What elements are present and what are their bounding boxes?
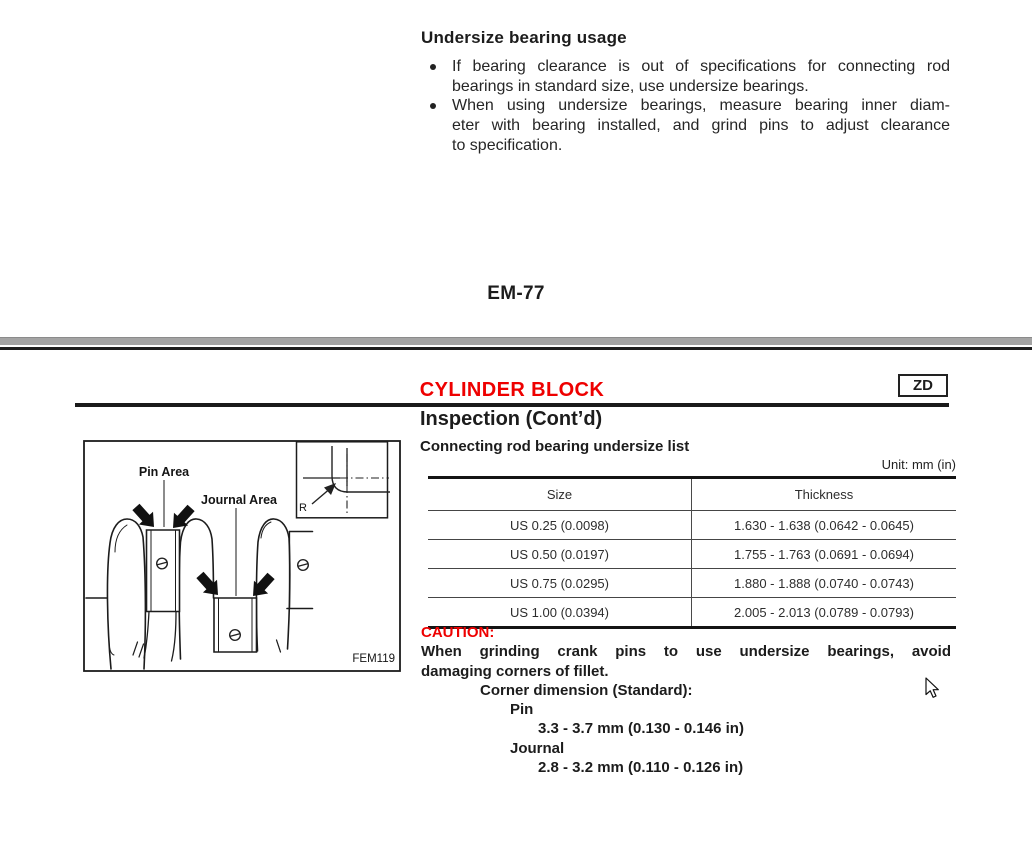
table-row: US 0.75 (0.0295) 1.880 - 1.888 (0.0740 - 0.0743): [428, 569, 956, 598]
mouse-cursor-icon: [925, 677, 941, 705]
subsection-title: Inspection (Cont’d): [420, 408, 603, 430]
title-rule: [75, 403, 949, 407]
bullet-text: If bearing clearance is out of specifications for connecting rod bearings in standard size, use undersize bearings.: [452, 58, 950, 95]
crankshaft-figure: [83, 440, 401, 672]
table-row: US 1.00 (0.0394) 2.005 - 2.013 (0.0789 - 0.0793): [428, 598, 956, 628]
unit-label: Unit: mm (in): [881, 457, 956, 472]
bullet-text: When using undersize bearings, measure bearing inner diam- eter with bearing installed, and grind pins to adjust clearance to specification.: [452, 97, 950, 154]
pin-area-label: Pin Area: [138, 465, 190, 479]
radius-label: R: [299, 502, 307, 514]
section-heading: Undersize bearing usage: [421, 28, 627, 47]
spec-name: Pin: [510, 701, 534, 719]
spec-value: 3.3 - 3.7 mm (0.130 - 0.146 in): [538, 720, 744, 738]
column-header-size: Size: [428, 478, 692, 511]
table-row: US 0.25 (0.0098) 1.630 - 1.638 (0.0642 - 0.0645): [428, 511, 956, 540]
undersize-bearing-table: [428, 476, 956, 629]
fillet-detail-inset: [297, 442, 391, 518]
section-title: CYLINDER BLOCK: [419, 379, 605, 401]
caution-title: CAUTION:: [421, 624, 495, 641]
engine-code-badge: ZD: [898, 374, 948, 397]
corner-dimension-heading: Corner dimension (Standard):: [480, 681, 693, 699]
figure-code: FEM119: [352, 653, 395, 665]
column-header-thickness: Thickness: [794, 487, 854, 502]
spec-name: Journal: [510, 739, 565, 757]
journal-area-label: Journal Area: [201, 493, 277, 507]
caution-section: CAUTION: When grinding crank pins to use undersize bearings, avoid damaging corners of fillet. Corner dimension (Standard): Pin 3.3 - 3.7 mm (0.130 - 0.146 in) Journal 2.8 - 3.2 mm (0.110 - 0.126 in): [421, 624, 951, 777]
bullet-icon: [430, 64, 436, 70]
page-divider: [0, 337, 1032, 350]
bullet-item: [421, 96, 951, 155]
table-header-row: [428, 478, 956, 511]
bullet-icon: [430, 103, 436, 109]
crankshaft-figure-svg: [83, 440, 401, 672]
page-number: EM-77: [487, 283, 545, 304]
table-title: Connecting rod bearing undersize list: [420, 438, 690, 455]
bullet-item: [421, 57, 951, 96]
spec-value: 2.8 - 3.2 mm (0.110 - 0.126 in): [538, 759, 744, 777]
table-row: US 0.50 (0.0197) 1.755 - 1.763 (0.0691 - 0.0694): [428, 540, 956, 569]
undersize-bearing-usage-section: [421, 28, 951, 156]
journal-surface: [214, 598, 257, 652]
